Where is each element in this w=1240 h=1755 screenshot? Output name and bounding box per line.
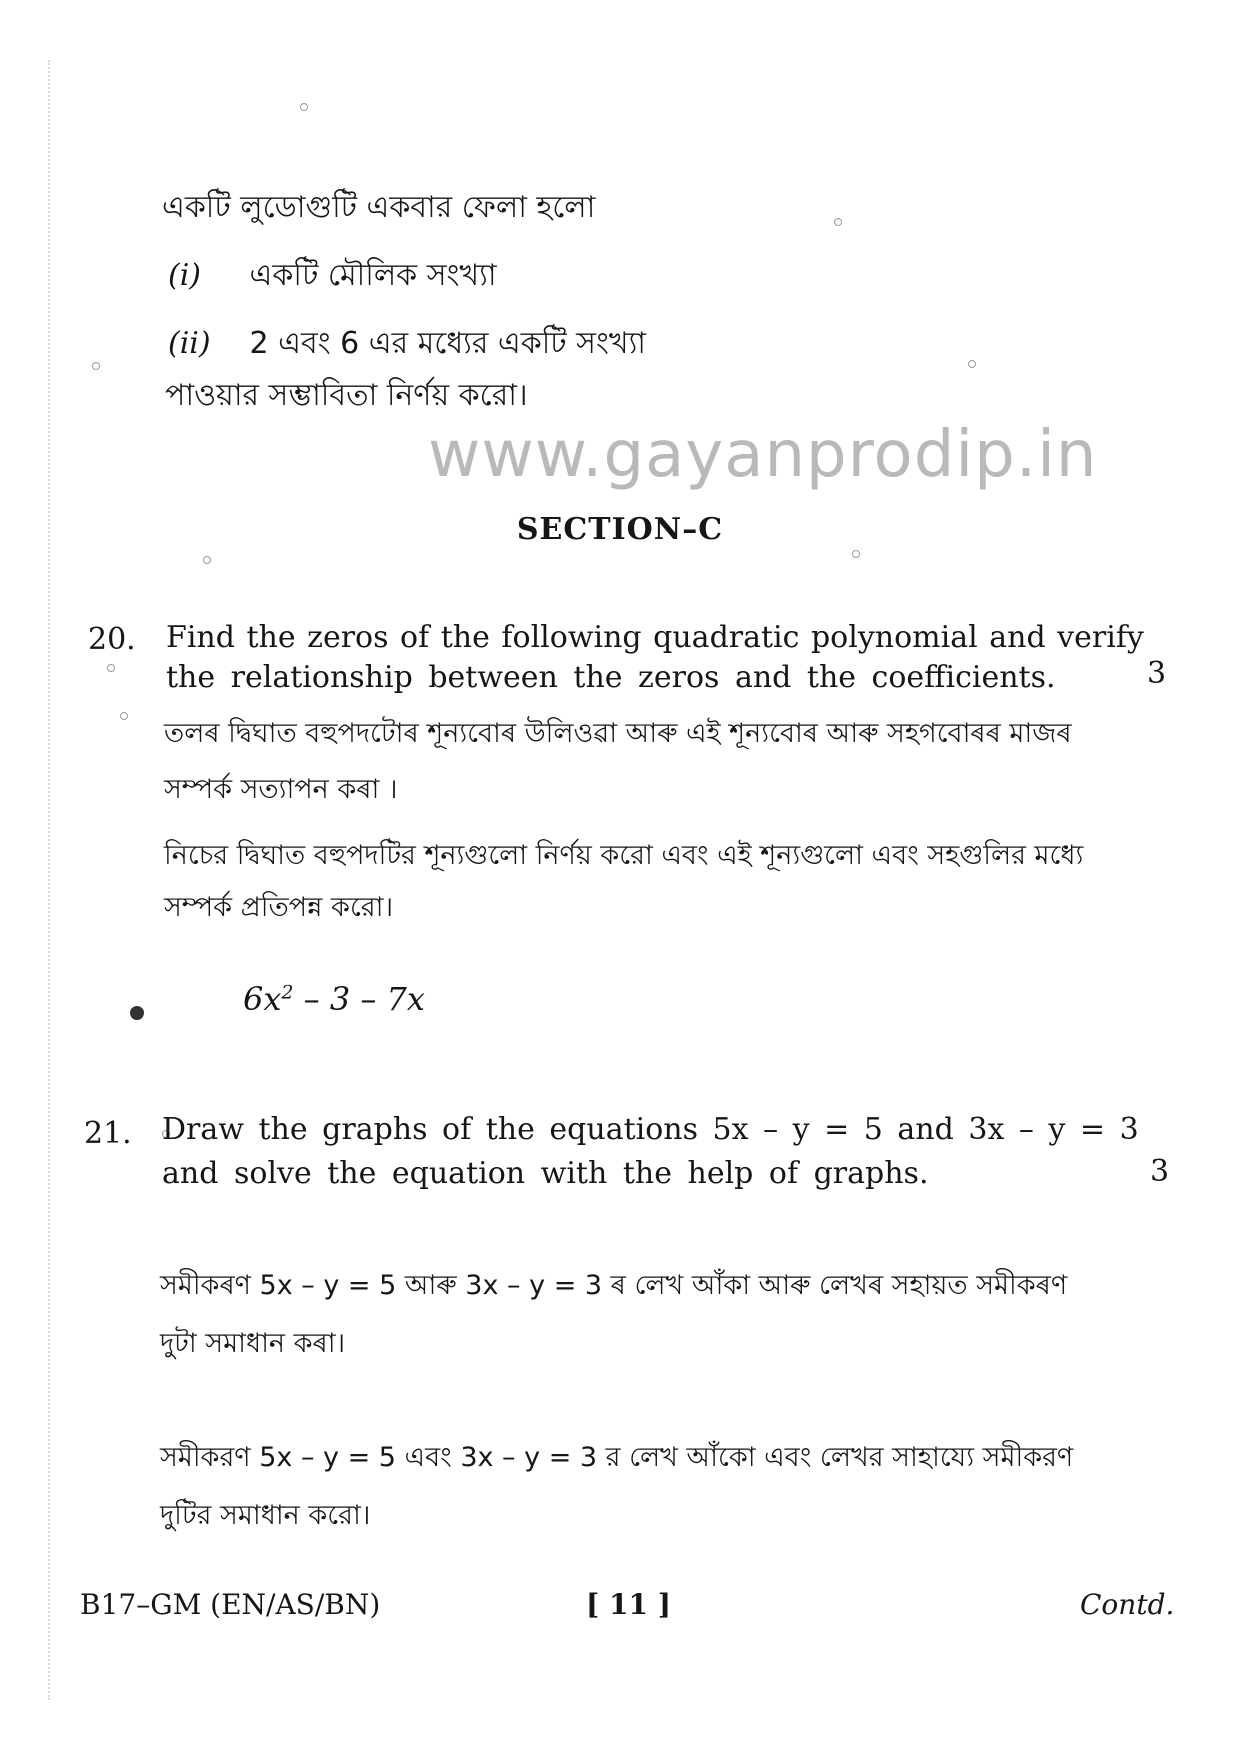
q20-english-line-2: the relationship between the zeros and the coefficients. [166,660,1056,695]
scan-speck [130,1006,144,1020]
q21-bengali-line-2: দুটির সমাধান করো। [160,1500,371,1531]
item-label: (i) [168,258,202,293]
section-title: SECTION–C [516,512,724,547]
q21-english-line-2: and solve the equation with the help of graphs. [162,1156,929,1191]
prev-question-item-ii [168,326,646,362]
question-number: 21. [84,1116,132,1151]
formula-exponent: 2 [281,981,294,1004]
q20-bengali-line-2: সম্পর্ক প্রতিপন্ন করো। [164,892,394,923]
prev-question-item-i [168,258,497,294]
scan-speck [834,218,842,226]
formula-rest: – 3 – 7x [293,980,425,1018]
continued-label: Contd. [1080,1588,1175,1621]
scan-speck [852,550,860,558]
prev-question-intro: একটি লুডোগুটি একবার ফেলা হলো [162,190,596,225]
q20-marks: 3 [1147,656,1167,691]
scan-speck [120,712,128,720]
question-number: 20. [88,622,136,657]
q21-english-line-1: Draw the graphs of the equations 5x – y = 5 and 3x – y = 3 [162,1112,1139,1147]
scan-speck [968,360,976,368]
paper-code: B17–GM (EN/AS/BN) [80,1588,381,1621]
scan-edge-border [0,60,50,1700]
item-label: (ii) [168,326,211,361]
scan-speck [300,103,308,111]
q21-marks: 3 [1150,1154,1170,1189]
q21-assamese-line-1: সমীকৰণ 5x – y = 5 আৰু 3x – y = 3 ৰ লেখ আঁকা আৰু লেখৰ সহায়ত সমীকৰণ [160,1270,1068,1301]
prev-question-closing: পাওয়ার সম্ভাবিতা নির্ণয় করো। [165,378,528,413]
formula-base: 6x [243,980,282,1018]
q21-assamese-line-2: দুটা সমাধান কৰা। [160,1328,346,1359]
q20-assamese-line-2: সম্পৰ্ক সত্যাপন কৰা । [164,774,398,805]
q20-assamese-line-1: তলৰ দ্বিঘাত বহুপদটোৰ শূন্যবোৰ উলিওৱা আৰু এই শূন্যবোৰ আৰু সহগবোৰৰ মাজৰ [164,718,1072,749]
scan-speck [92,362,100,370]
q20-english-line-1: Find the zeros of the following quadratic polynomial and verify [166,620,1144,655]
q20-bengali-line-1: নিচের দ্বিঘাত বহুপদটির শূন্যগুলো নির্ণয় করো এবং এই শূন্যগুলো এবং সহগুলির মধ্যে [164,840,1084,871]
item-text: 2 এবং 6 এর মধ্যের একটি সংখ্যা [249,326,646,361]
item-text: একটি মৌলিক সংখ্যা [249,258,497,293]
page-number: [ 11 ] [586,1588,671,1621]
scan-speck [203,556,211,564]
scan-speck [107,664,115,672]
q20-polynomial [243,980,425,1018]
q21-bengali-line-1: সমীকরণ 5x – y = 5 এবং 3x – y = 3 র লেখ আঁকো এবং লেখর সাহায্যে সমীকরণ [160,1442,1074,1473]
watermark: www.gayanprodip.in [428,418,1098,492]
